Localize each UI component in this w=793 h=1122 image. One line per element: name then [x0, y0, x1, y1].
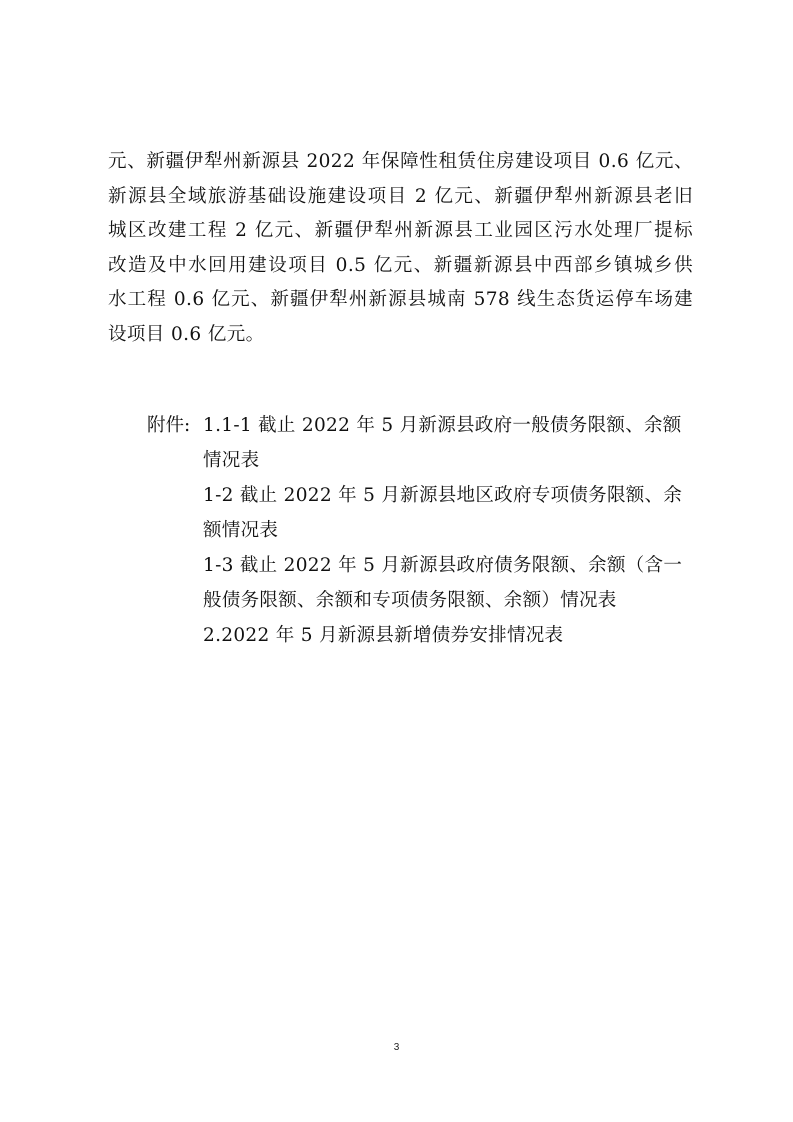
attachments-label: 附件: [147, 415, 191, 436]
paragraph-line-4: 改造及中水回用建设项目 0.5 亿元、新疆新源县中西部乡镇城乡供 [108, 254, 693, 276]
attachment-1-2-line-1: 1-2 截止 2022 年 5 月新源县地区政府专项债务限额、余 [203, 485, 683, 506]
paragraph-line-3: 城区改建工程 2 亿元、新疆伊犁州新源县工业园区污水处理厂提标 [108, 220, 693, 242]
attachment-1-3-line-1: 1-3 截止 2022 年 5 月新源县政府债务限额、余额（含一 [203, 555, 683, 576]
attachment-1-2-line-2: 额情况表 [203, 520, 279, 541]
paragraph-line-1: 元、新疆伊犁州新源县 2022 年保障性租赁住房建设项目 0.6 亿元、 [108, 151, 693, 172]
body-paragraph [108, 145, 693, 353]
attachment-1-1-line-2: 情况表 [203, 450, 260, 471]
attachment-2-line-1: 2.2022 年 5 月新源县新增债券安排情况表 [203, 625, 564, 646]
paragraph-line-5: 水工程 0.6 亿元、新疆伊犁州新源县城南 578 线生态货运停车场建 [108, 289, 693, 311]
paragraph-line-6: 设项目 0.6 亿元。 [108, 323, 265, 345]
attachments-list [203, 408, 683, 653]
attachment-1-3-line-2: 般债务限额、余额和专项债务限额、余额）情况表 [203, 590, 617, 611]
attachment-1-1-line-1: 1.1-1 截止 2022 年 5 月新源县政府一般债务限额、余额 [203, 415, 682, 436]
paragraph-line-2: 新源县全域旅游基础设施建设项目 2 亿元、新疆伊犁州新源县老旧 [108, 185, 693, 207]
page-number: 3 [393, 1042, 400, 1053]
